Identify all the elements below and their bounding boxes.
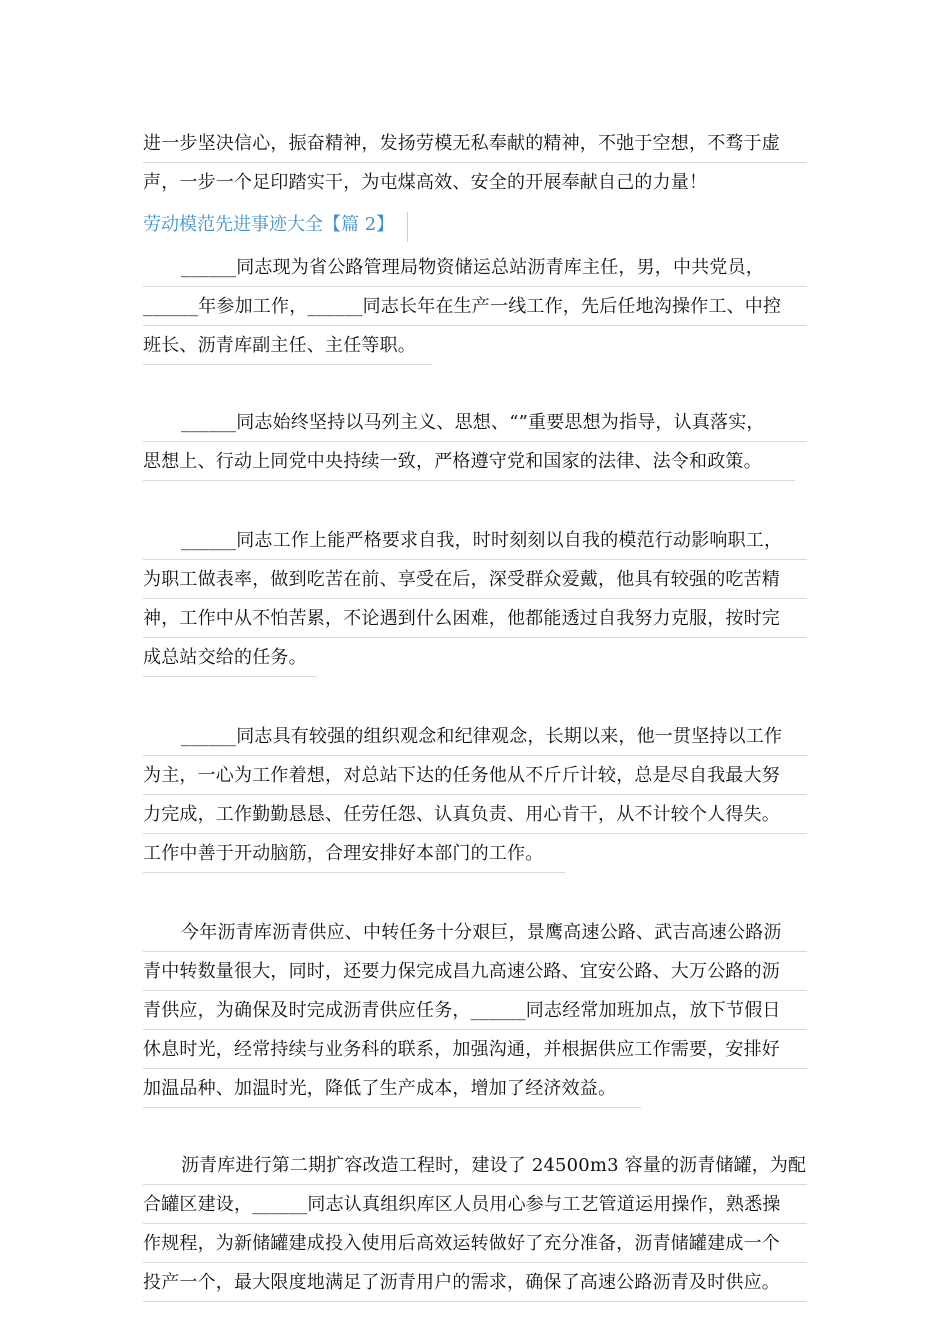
- text-line: ______同志现为省公路管理局物资储运总站沥青库主任，男，中共党员，: [143, 248, 807, 287]
- document-page: [143, 124, 807, 1302]
- text-line: 神，工作中从不怕苦累，不论遇到什么困难，他都能透过自我努力克服，按时完: [143, 599, 807, 638]
- text-line: 青供应，为确保及时完成沥青供应任务，______同志经常加班加点，放下节假日: [143, 991, 807, 1030]
- text-line: 力完成，工作勤勤恳恳、任劳任怨、认真负责、用心肯干，从不计较个人得失。: [143, 795, 807, 834]
- body-paragraph: [143, 913, 807, 1108]
- text-line: ______年参加工作，______同志长年在生产一线工作，先后任地沟操作工、中控: [143, 287, 807, 326]
- body-paragraph: [143, 1146, 807, 1302]
- text-line: ______同志具有较强的组织观念和纪律观念，长期以来，他一贯坚持以工作: [143, 717, 807, 756]
- text-line: ______同志工作上能严格要求自我，时时刻刻以自我的模范行动影响职工，: [143, 521, 807, 560]
- text-line: 合罐区建设，______同志认真组织库区人员用心参与工艺管道运用操作，熟悉操: [143, 1185, 807, 1224]
- text-line: 班长、沥青库副主任、主任等职。: [143, 326, 432, 365]
- section-heading-text: 劳动模范先进事迹大全【篇 2】: [143, 214, 395, 235]
- text-line: 为主，一心为工作着想，对总站下达的任务他从不斤斤计较，总是尽自我最大努: [143, 756, 807, 795]
- text-line: 进一步坚决信心，振奋精神，发扬劳模无私奉献的精神，不弛于空想，不骛于虚: [143, 124, 807, 163]
- text-line: 沥青库进行第二期扩容改造工程时，建设了 24500m3 容量的沥青储罐，为配: [143, 1146, 807, 1185]
- body-paragraph: [143, 248, 807, 365]
- text-line: 作规程，为新储罐建成投入使用后高效运转做好了充分准备，沥青储罐建成一个: [143, 1224, 807, 1263]
- text-line: 声，一步一个足印踏实干，为屯煤高效、安全的开展奉献自己的力量！: [143, 172, 708, 193]
- body-paragraph: [143, 403, 807, 481]
- text-line: 青中转数量很大，同时，还要力保完成昌九高速公路、宜安公路、大万公路的沥: [143, 952, 807, 991]
- text-line: 为职工做表率，做到吃苦在前、享受在后，深受群众爱戴，他具有较强的吃苦精: [143, 560, 807, 599]
- intro-paragraph: [143, 124, 807, 202]
- text-line: 投产一个，最大限度地满足了沥青用户的需求，确保了高速公路沥青及时供应。: [143, 1263, 807, 1302]
- section-heading: [143, 202, 807, 248]
- text-line: 今年沥青库沥青供应、中转任务十分艰巨，景鹰高速公路、武吉高速公路沥: [143, 913, 807, 952]
- text-line: 成总站交给的任务。: [143, 638, 317, 677]
- text-line: ______同志始终坚持以马列主义、思想、“”重要思想为指导，认真落实，: [143, 403, 807, 442]
- text-line: 休息时光，经常持续与业务科的联系，加强沟通，并根据供应工作需要，安排好: [143, 1030, 807, 1069]
- text-line: 思想上、行动上同党中央持续一致，严格遵守党和国家的法律、法令和政策。: [143, 442, 795, 481]
- text-line: 工作中善于开动脑筋，合理安排好本部门的工作。: [143, 834, 565, 873]
- body-paragraph: [143, 717, 807, 873]
- text-line: 加温品种、加温时光，降低了生产成本，增加了经济效益。: [143, 1069, 641, 1108]
- body-paragraph: [143, 521, 807, 677]
